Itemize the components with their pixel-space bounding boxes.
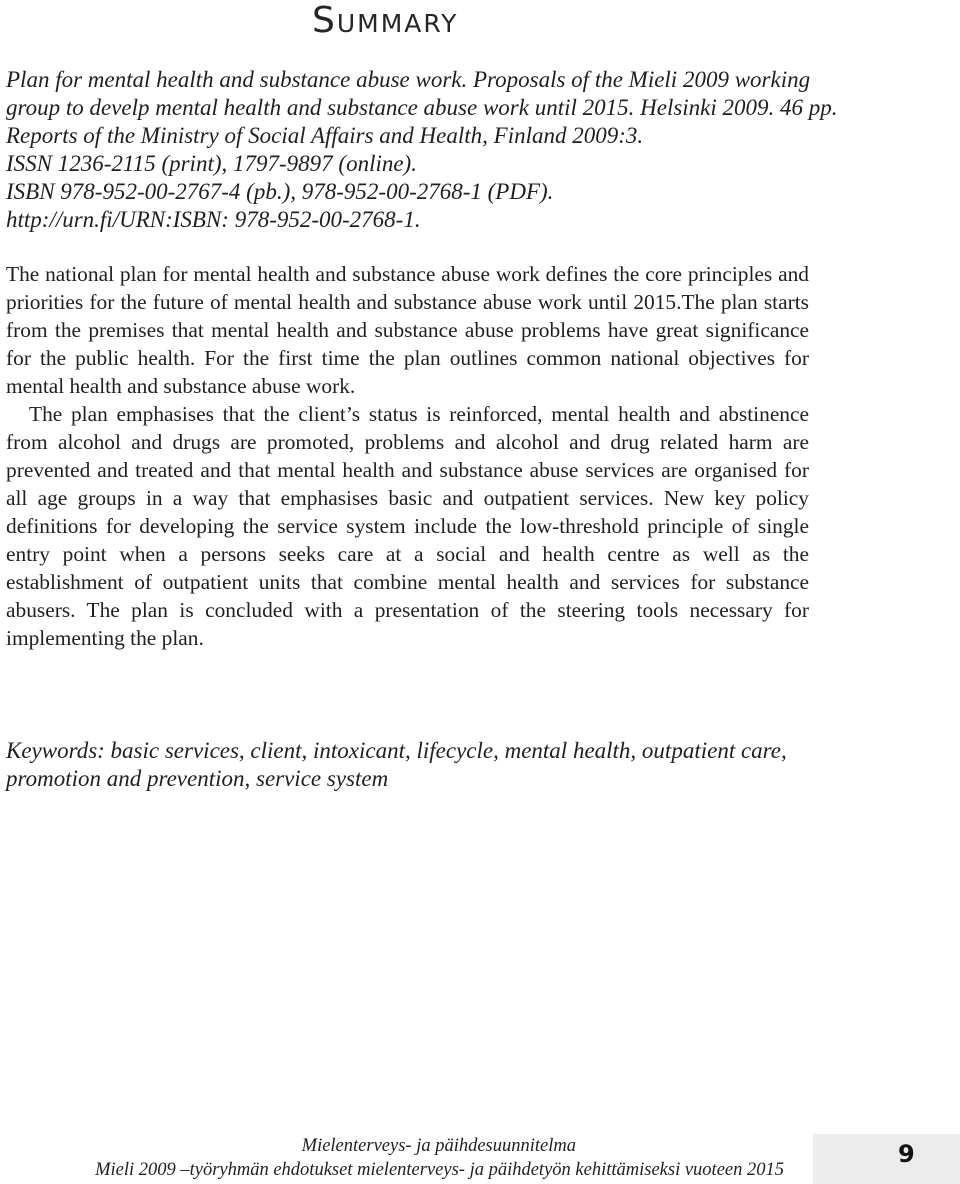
biblio-line: http://urn.fi/URN:ISBN: 978-952-00-2768-1. <box>6 207 421 232</box>
biblio-line: Reports of the Ministry of Social Affairs and Health, Finland 2009:3. <box>6 123 644 148</box>
page-number-box <box>813 1134 960 1184</box>
biblio-line: group to develp mental health and substance abuse work until 2015. Helsinki 2009. 46 pp. <box>6 95 838 120</box>
keywords: Keywords: basic services, client, intoxicant, lifecycle, mental health, outpatient care, promotion and prevention, service system <box>6 738 787 791</box>
biblio-line: ISBN 978-952-00-2767-4 (pb.), 978-952-00-2768-1 (PDF). <box>6 179 554 204</box>
bibliographic-info <box>6 66 906 234</box>
page-title: Summary <box>312 0 459 41</box>
running-footer <box>0 1134 784 1182</box>
biblio-line: Plan for mental health and substance abuse work. Proposals of the Mieli 2009 working <box>6 67 811 92</box>
biblio-line: ISSN 1236-2115 (print), 1797-9897 (online). <box>6 151 417 176</box>
abstract-paragraph: The plan emphasises that the client’s status is reinforced, mental health and abstinence from alcohol and drugs are promoted, problems and alcohol and drug related harm are prevented and treated and that mental health and substance abuse services are organised for all age groups in a way that emphasises basic and outpatient services. New key policy definitions for developing the service system include the low-threshold principle of single entry point when a persons seeks care at a social and health centre as well as the establishment of outpatient units that combine mental health and services for substance abusers. The plan is concluded with a presentation of the steering tools necessary for implementing the plan. <box>6 402 809 650</box>
page-number: 9 <box>898 1140 915 1168</box>
footer-line-2: Mieli 2009 –työryhmän ehdotukset mielenterveys- ja päihdetyön kehittämiseksi vuoteen 2015 <box>95 1160 784 1180</box>
abstract <box>6 260 809 652</box>
abstract-paragraph: The national plan for mental health and substance abuse work defines the core principles and priorities for the future of mental health and substance abuse work until 2015.The plan starts from the premises that mental health and substance abuse problems have great significance for the public health. For the first time the plan outlines common national objectives for mental health and substance abuse work. <box>6 262 809 398</box>
footer-line-1: Mielenterveys- ja päihdesuunnitelma <box>301 1136 576 1156</box>
